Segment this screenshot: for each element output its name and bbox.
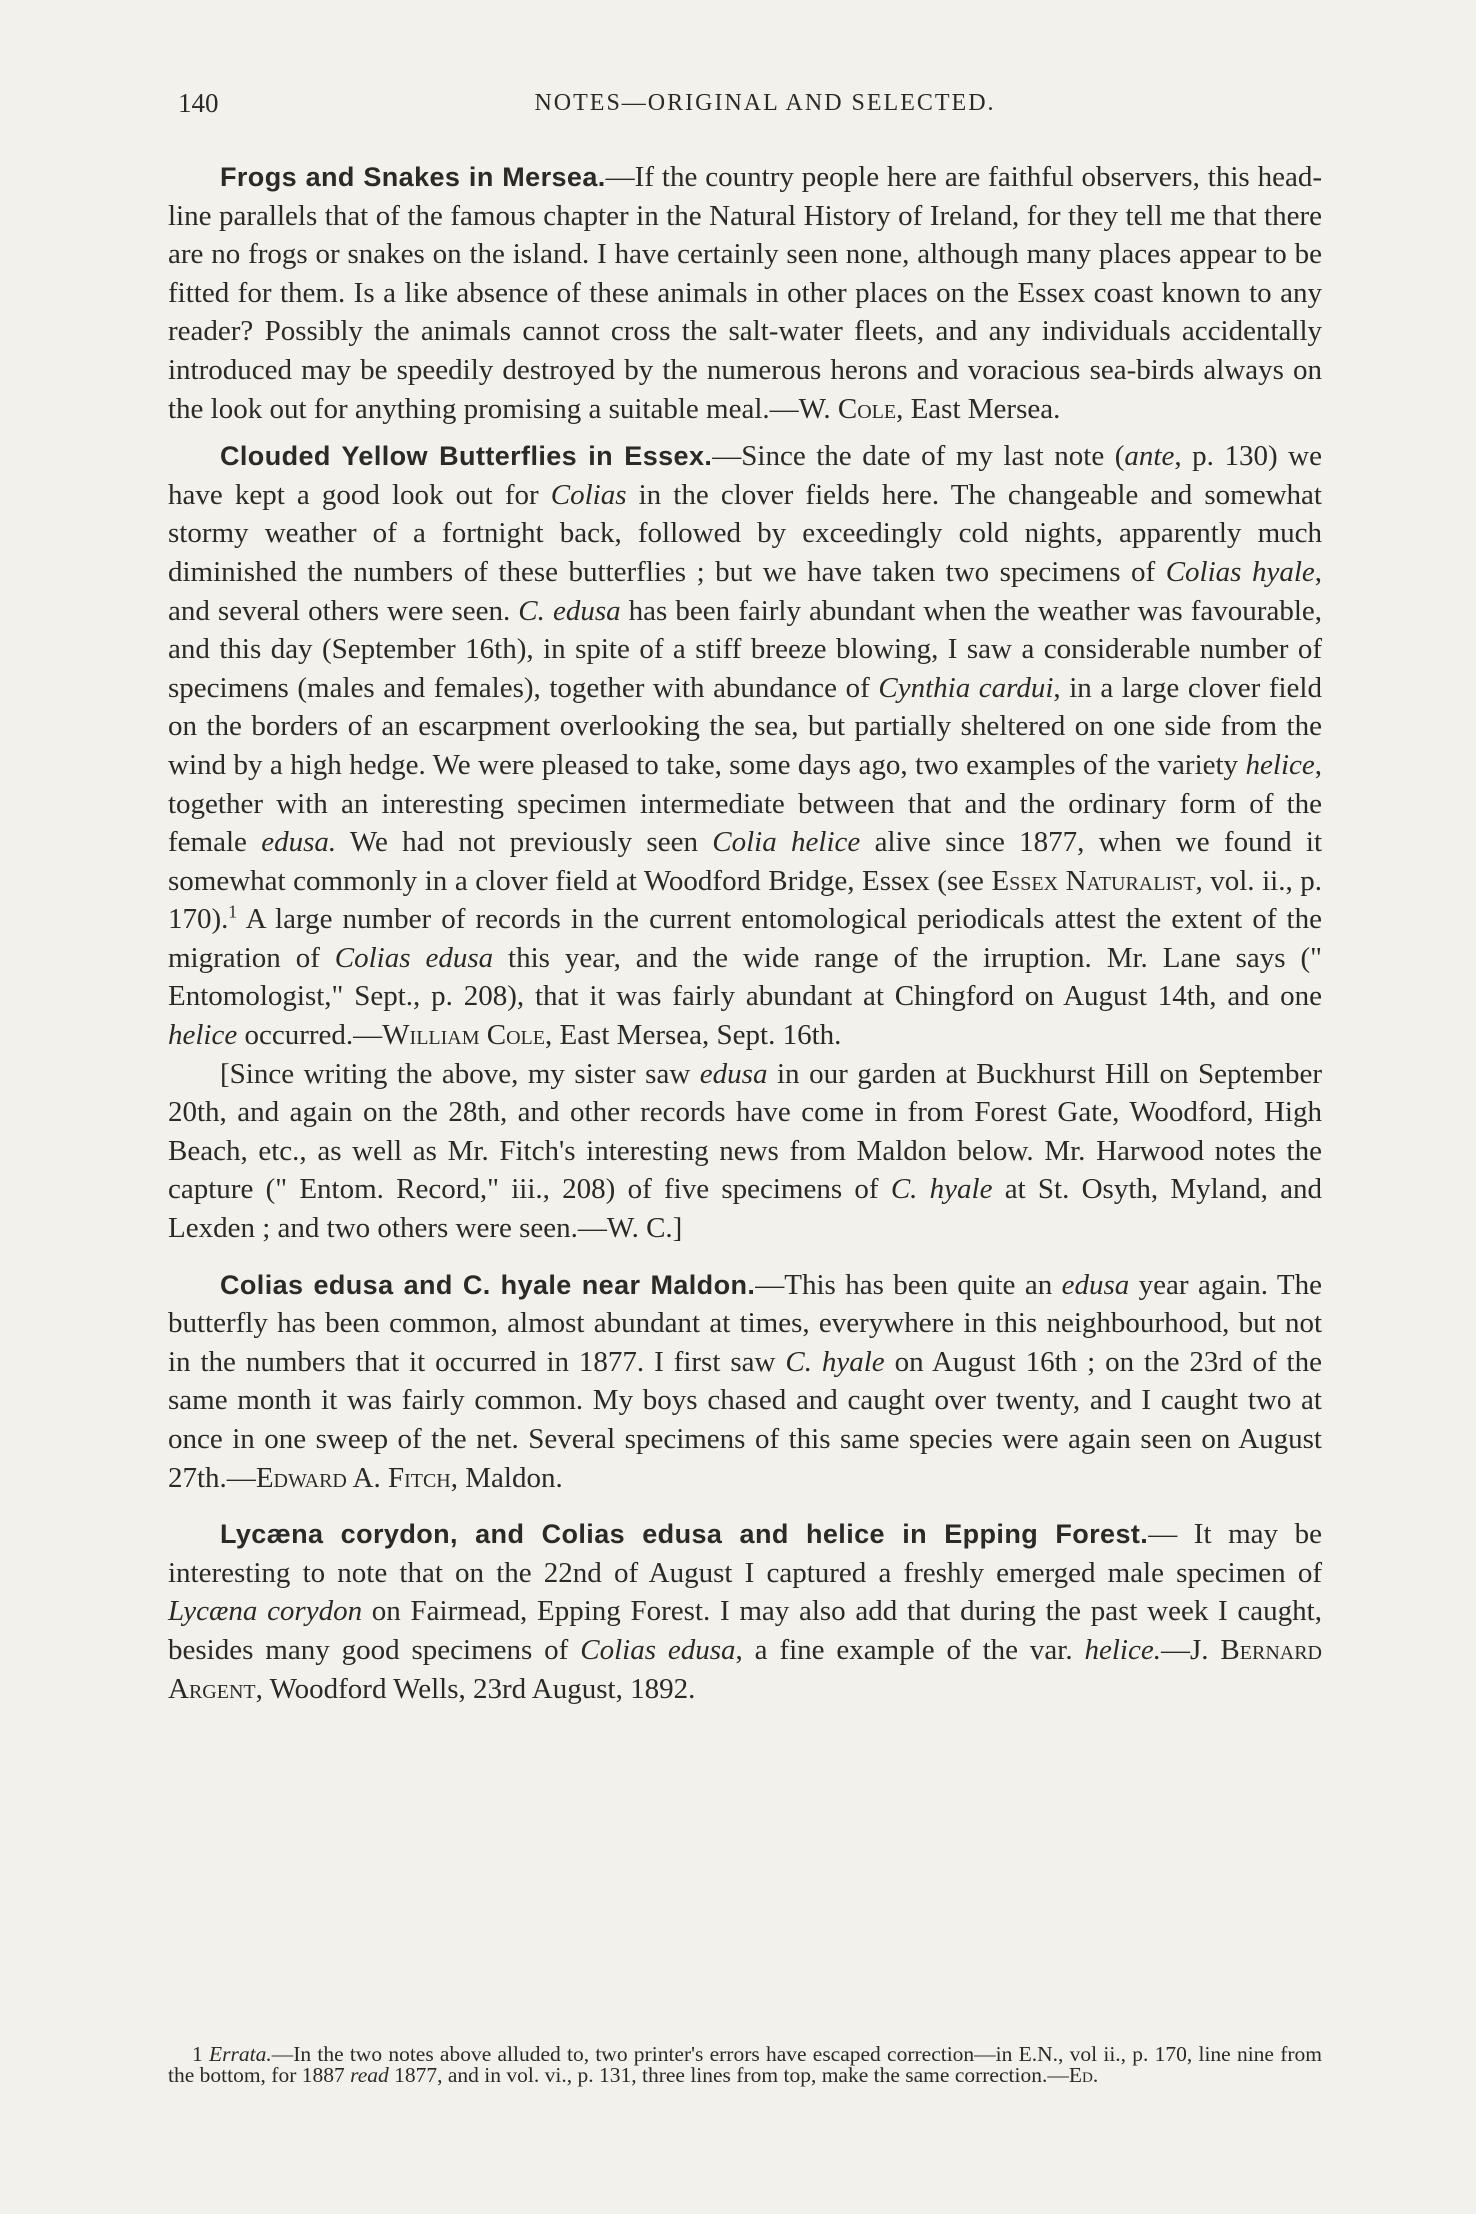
species-name: Colias edusa (580, 1633, 736, 1666)
footnote-body: . (1092, 2063, 1099, 2087)
note-text: at St. Osyth, Myland, and Lexden ; and two others were seen.—W. C.] (168, 1173, 1322, 1245)
note-text: We had not previously seen (336, 826, 713, 859)
italic-term: ante (1124, 440, 1175, 473)
species-name: C. hyale (890, 1173, 993, 1206)
note-text: year again. The butterfly has been common, almost abundant at times, everywhere in this neighbourhood, but not in the numbers that it occurred in 1877. I first saw (168, 1268, 1323, 1378)
journal-name: Essex Naturalist (991, 864, 1196, 897)
species-name: helice (168, 1019, 238, 1052)
note-text: on Fairmead, Epping Forest. I may also add that during the past week I caught, besides many good specimens of (168, 1595, 1322, 1666)
note-text: has been fairly abundant when the weather was favourable, and this day (September 16th), in spite of a stiff breeze blowing, I saw a considerable number of specimens (males and females), together with abundance of (168, 594, 1323, 704)
species-name: Colias edusa (334, 941, 494, 974)
note-text: A large number of records in the current entomological periodicals attest the extent of the migration of (168, 903, 1322, 974)
note-title: Lycæna corydon, and Colias edusa and helice in Epping Forest. (220, 1519, 1149, 1550)
species-name: edusa. (261, 826, 337, 859)
page-number: 140 (178, 88, 219, 118)
note-clouded-yellow (168, 437, 1322, 1055)
species-name: edusa (699, 1057, 768, 1090)
note-text: alive since 1877, when we found it somewhat commonly in a clover field at Woodford Bridge, Essex (see (168, 826, 1323, 897)
note-title: Clouded Yellow Butterflies in Essex. (220, 441, 713, 472)
note-text: , East Mersea. (896, 392, 1061, 425)
article-body (168, 158, 1322, 1708)
note-text: , together with an interesting specimen intermediate between that and the ordinary form of the female (168, 748, 1322, 859)
footnote-body: —In the two notes above alluded to, two printer's errors have escaped correction—in E.N., vol ii., p. 170, line nine from the bottom, for 1887 (168, 2042, 1322, 2087)
note-text: , p. 130) we have kept a good look out for (168, 440, 1322, 511)
note-text: — It may be interesting to note that on the 22nd of August I captured a freshly emerged male specimen of (168, 1518, 1322, 1589)
note-maldon (168, 1266, 1322, 1498)
note-text: , East Mersea, Sept. 16th. (545, 1019, 842, 1052)
note-text: on August 16th ; on the 23rd of the same month it was fairly common. My boys chased and caught over twenty, and I caught two at once in one sweep of the net. Several specimens of this same species were again seen on August 27th.— (168, 1345, 1322, 1494)
footnote-label: Errata. (208, 2042, 272, 2066)
note-text: [Since writing the above, my sister saw (220, 1057, 700, 1090)
editor-signature: Ed (1068, 2063, 1093, 2087)
footnote (168, 2044, 1322, 2086)
note-frogs-snakes (168, 158, 1322, 428)
note-text: , and several others were seen. (168, 555, 1322, 627)
running-title: NOTES—ORIGINAL AND SELECTED. (534, 90, 996, 116)
note-author: Bernard Argent (168, 1633, 1322, 1705)
note-text: , in a large clover field on the borders of an escarpment overlooking the sea, but partially sheltered on one side from the wind by a high hedge. We were pleased to take, some days ago, two examples of the variety (168, 671, 1322, 781)
note-text: in the clover fields here. The changeable and somewhat stormy weather of a fortnight back, followed by exceedingly cold nights, apparently much diminished the numbers of these butterflies ; but we have taken two specimens of (168, 478, 1322, 588)
species-name: Colias hyale (1165, 555, 1315, 588)
italic-term: read (350, 2063, 389, 2087)
note-text: in our garden at Buckhurst Hill on September 20th, and again on the 28th, and other records have come in from Forest Gate, Woodford, High Beach, etc., as well as Mr. Fitch's interesting news from Maldon below. Mr. Harwood notes the capture (" Entom. Record," iii., 208) of five specimens of (168, 1057, 1323, 1206)
note-text: , Woodford Wells, 23rd August, 1892. (255, 1672, 696, 1705)
species-name: helice (1245, 748, 1315, 781)
footnote-text (168, 2044, 1322, 2086)
note-author: William Cole (382, 1019, 545, 1052)
species-name: C. edusa (518, 594, 621, 627)
note-text: occurred.— (237, 1019, 383, 1052)
note-text: —J. (1160, 1633, 1221, 1666)
species-name: edusa (1061, 1268, 1130, 1301)
note-text: —If the country people here are faithful observers, this head-line parallels that of the famous chapter in the Natural History of Ireland, for they tell me that there are no frogs or snakes on the island. I have certainly seen none, although many places appear to be fitted for them. Is a like absence of these animals in other places on the Essex coast known to any reader? Possibly the animals cannot cross the salt-water fleets, and any individuals accidentally introduced may be speedily destroyed by the numerous herons and voracious sea-birds always on the look out for anything promising a suitable meal.—W. (168, 161, 1322, 425)
footnote-marker: 1 (228, 901, 238, 922)
species-name: helice. (1084, 1633, 1161, 1666)
species-name: Colia helice (712, 826, 861, 859)
note-text: , Maldon. (450, 1461, 563, 1494)
note-epping-forest (168, 1515, 1322, 1708)
species-name: Cynthia cardui (878, 671, 1054, 704)
note-text: , a fine example of the var. (735, 1633, 1085, 1666)
note-text: this year, and the wide range of the irruption. Mr. Lane says (" Entomologist," Sept., p. 208), that it was fairly abundant at Chingford on August 14th, and one (168, 941, 1322, 1013)
species-name: Colias (550, 478, 627, 511)
note-author: Cole (837, 392, 897, 425)
footnote-body: 1877, and in vol. vi., p. 131, three lines from top, make the same correction.— (388, 2063, 1069, 2087)
note-title: Colias edusa and C. hyale near Maldon. (220, 1269, 756, 1300)
note-text: —Since the date of my last note ( (712, 440, 1125, 473)
note-text: —This has been quite an (755, 1268, 1062, 1301)
note-title: Frogs and Snakes in Mersea. (220, 162, 606, 192)
species-name: C. hyale (785, 1345, 885, 1378)
note-author: Edward A. Fitch (255, 1461, 451, 1494)
footnote-number: 1 (192, 2042, 203, 2066)
note-text: , vol. ii., p. 170). (168, 864, 1323, 936)
note-editorial-addendum (168, 1055, 1322, 1248)
species-name: Lycæna corydon (168, 1595, 363, 1628)
page-header (170, 88, 1320, 128)
